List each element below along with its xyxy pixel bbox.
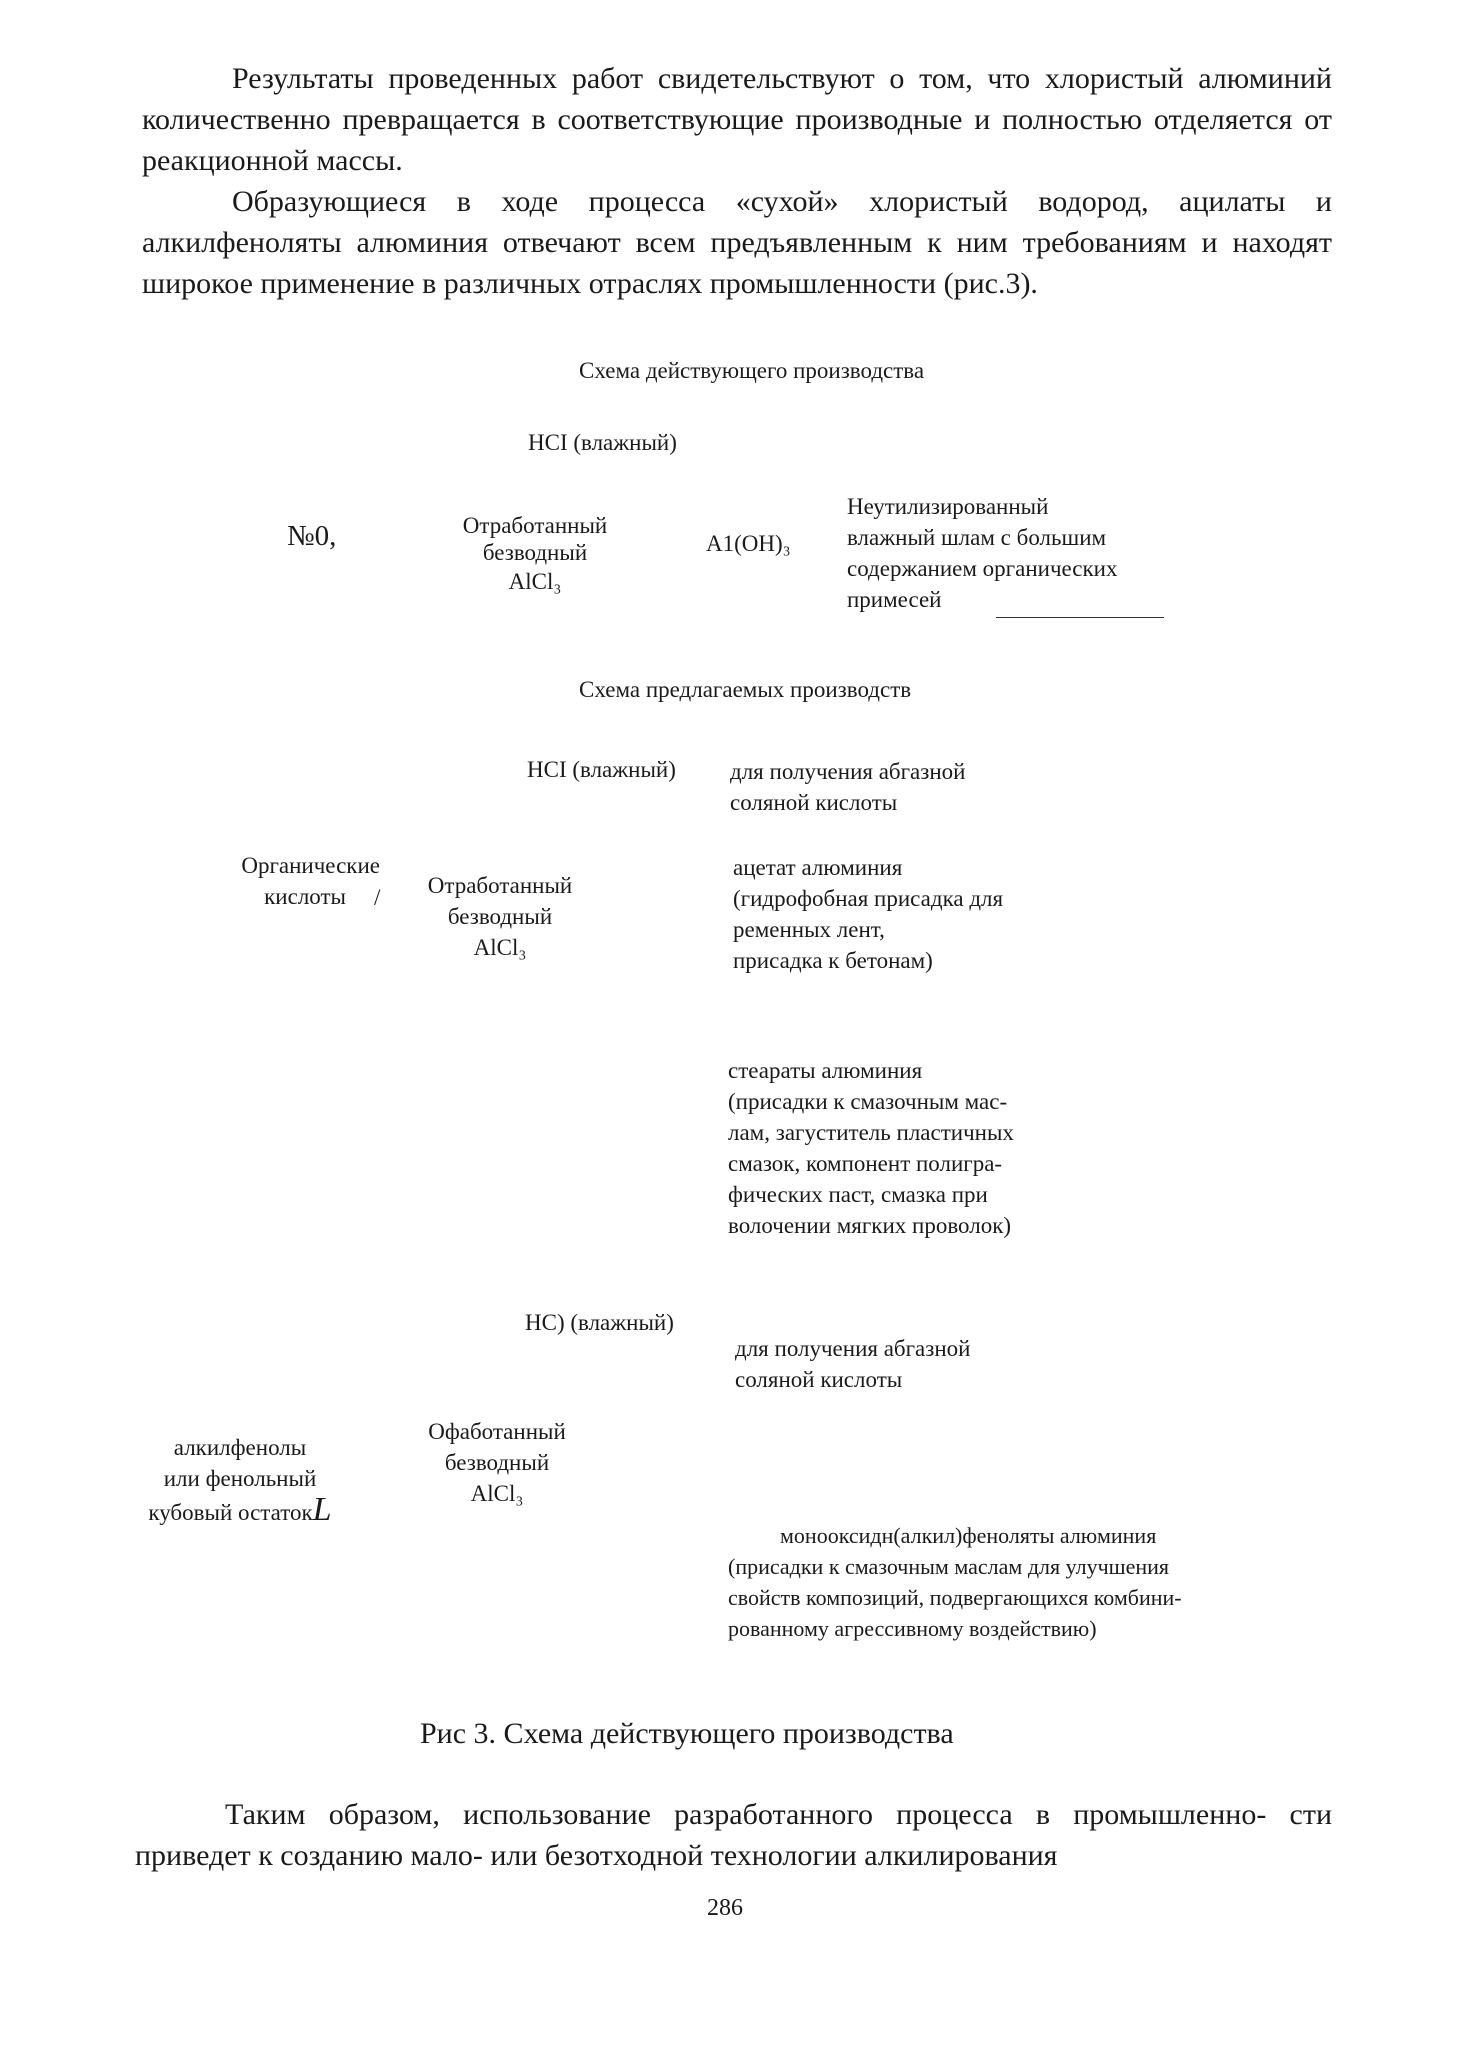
label-line: Неутилизированный: [847, 494, 1049, 519]
label-line: лам, загуститель пластичных: [728, 1120, 1014, 1145]
label-line: (присадки к смазочным маслам для улучшения: [728, 1554, 1170, 1579]
label-line: присадка к бетонам): [733, 948, 933, 973]
paragraph-text: Результаты проведенных работ свидетельствуют о том, что хлористый: [232, 62, 1184, 95]
paragraph-text: Образующиеся в ходе процесса «сухой» хлористый водород, ацилаты и: [232, 185, 1332, 218]
paragraph-products: [142, 181, 1332, 304]
scheme-proposed-org-acids: [180, 850, 380, 912]
scheme-current-spent-alcl3: [430, 510, 640, 597]
label-line: соляной кислоты: [730, 790, 898, 815]
figure-caption: Рис 3. Схема действующего производства: [420, 1717, 954, 1750]
scheme-proposed-acetate: [733, 852, 1003, 976]
label-line: влажный шлам с большим: [847, 525, 1107, 550]
label-line: рованному агрессивному воздействию): [728, 1616, 1097, 1641]
label-line: кубовый остаток: [148, 1500, 313, 1525]
label-line: примесей: [847, 587, 942, 612]
label-line: безводный: [482, 540, 588, 565]
label-line: кислоты: [264, 884, 346, 909]
paragraph-text: сти приведет к созданию мало- или безотходной технологии алкилирования: [135, 1798, 1333, 1872]
label-line: безводный: [447, 904, 553, 929]
scheme-proposed-spent-alcl3-1: [405, 870, 595, 963]
scheme-current-waste: [847, 491, 1118, 615]
label-line: для получения абгазной: [730, 759, 966, 784]
scheme-current-hcl: HCI (влажный): [528, 430, 677, 455]
label-line: (гидрофобная присадка для: [733, 886, 1004, 911]
scheme-proposed-stearates: [728, 1055, 1014, 1241]
label-line: содержанием органических: [847, 556, 1118, 581]
scheme-proposed-hcl-1: HCI (влажный): [527, 757, 676, 782]
paragraph-conclusion: [135, 1794, 1332, 1876]
blank-rule: [996, 617, 1164, 618]
label-line: Органические: [241, 853, 380, 878]
label-line: Отработанный: [427, 873, 573, 898]
label-line: Отработанный: [462, 513, 608, 538]
label-line: AlCl₃: [470, 1481, 524, 1506]
label-line: монооксидн(алкил)феноляты алюминия: [780, 1523, 1157, 1548]
page-number: 286: [707, 1895, 743, 1921]
scheme-proposed-phenolates: [728, 1520, 1182, 1644]
label-line: свойств композиций, подвергающихся комбини-: [728, 1585, 1182, 1610]
label-line: Офаботанный: [428, 1419, 566, 1444]
label-line: волочении мягких проволок): [728, 1213, 1012, 1238]
label-line: ацетат алюминия: [733, 855, 903, 880]
scheme-proposed-slash: /: [374, 885, 381, 910]
label-line: (присадки к смазочным мас-: [728, 1089, 1008, 1114]
scheme-proposed-acid-use-2: [735, 1333, 970, 1395]
handwritten-l-mark: L: [312, 1491, 332, 1528]
scheme-current-aloh3: A1(OH)₃: [706, 531, 791, 556]
scheme-proposed-acid-use-1: [730, 756, 965, 818]
scheme-proposed-hcl-2: НС) (влажный): [525, 1310, 674, 1335]
label-line: ременных лент,: [733, 917, 885, 942]
paragraph-results: [142, 58, 1332, 181]
label-line: AlCl₃: [508, 569, 562, 594]
scheme-proposed-title: Схема предлагаемых производств: [579, 677, 912, 702]
label-line: или фенольный: [163, 1466, 317, 1491]
label-line: алкилфенолы: [173, 1435, 307, 1460]
scheme-proposed-alkylphenols: [135, 1432, 345, 1528]
paragraph-text: Таким образом, использование разработанного процесса в промышленно-: [225, 1798, 1267, 1831]
label-line: фических паст, смазка при: [728, 1182, 988, 1207]
label-line: смазок, компонент полигра-: [728, 1151, 1003, 1176]
scheme-current-title: Схема действующего производства: [579, 358, 925, 383]
paragraph-text: алкилфеноляты алюминия отвечают всем предъявленным к ним требованиям и находят широкое применение в различных отраслях промышленности (рис.3).: [142, 226, 1332, 300]
label-line: [135, 1491, 345, 1528]
label-line: стеараты алюминия: [728, 1058, 923, 1083]
label-line: соляной кислоты: [735, 1367, 903, 1392]
paragraph-text: алюминий количественно превращается в соответствующие производные и полностью отделяется от реакционной массы.: [142, 62, 1332, 177]
label-line: безводный: [444, 1450, 550, 1475]
label-line: AlCl₃: [473, 935, 527, 960]
scheme-current-no0: №0,: [287, 520, 337, 552]
scheme-proposed-spent-alcl3-2: [402, 1416, 592, 1509]
label-line: для получения абгазной: [735, 1336, 971, 1361]
